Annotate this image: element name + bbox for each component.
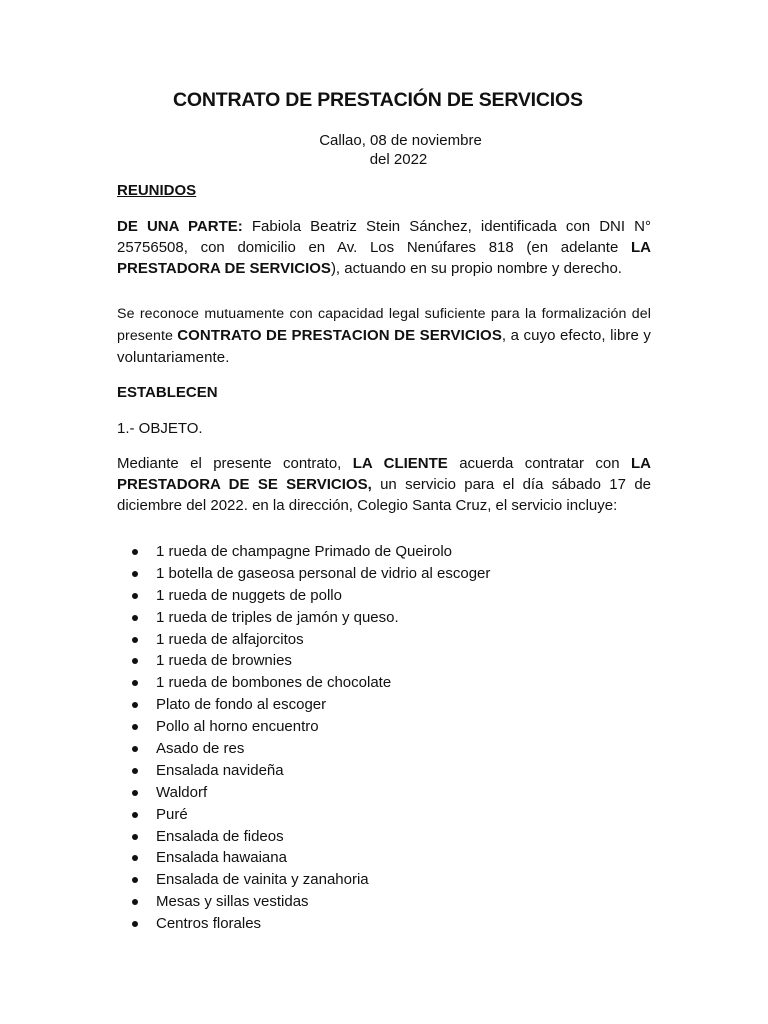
list-item: Ensalada de vainita y zanahoria <box>117 869 490 891</box>
list-item: Plato de fondo al escoger <box>117 694 490 716</box>
list-item: 1 rueda de bombones de chocolate <box>117 672 490 694</box>
list-item: 1 rueda de champagne Primado de Queirolo <box>117 541 490 563</box>
mediante-text1: Mediante el presente contrato, <box>117 455 353 472</box>
place-date-line1: Callao, 08 de noviembre <box>319 132 482 149</box>
place-date <box>117 131 651 169</box>
list-item: Asado de res <box>117 738 490 760</box>
reconoce-bold1: CONTRATO DE PRESTACION DE SERVICIOS <box>177 327 502 344</box>
paragraph-mediante <box>117 453 651 516</box>
parte-text1: Fabiola Beatriz Stein Sánchez, identificada con DNI N° 25756508, con domicilio en Av. Los Nenúfares 818 (en adelante <box>117 218 651 256</box>
reconoce-text1: Se reconoce mutuamente con capacidad legal suficiente para la formalización del presente <box>117 306 651 344</box>
paragraph-parte <box>117 216 651 279</box>
list-item: Puré <box>117 804 490 826</box>
parte-bold1: LA PRESTADORA DE SERVICIOS <box>117 239 651 277</box>
heading-reunidos: REUNIDOS <box>117 182 197 199</box>
mediante-text3: un servicio para el día sábado 17 de diciembre del 2022. en la dirección, Colegio Santa Cruz, el servicio incluye: <box>117 476 651 514</box>
list-item: Pollo al horno encuentro <box>117 716 490 738</box>
list-item: Ensalada hawaiana <box>117 847 490 869</box>
list-item: 1 rueda de triples de jamón y queso. <box>117 607 490 629</box>
parte-text2: ), actuando en su propio nombre y derecho. <box>330 260 622 277</box>
service-items-list <box>117 541 490 935</box>
reconoce-text2: , a cuyo efecto, libre y voluntariamente. <box>117 327 651 366</box>
list-item: Ensalada navideña <box>117 760 490 782</box>
list-item: Ensalada de fideos <box>117 826 490 848</box>
mediante-bold2: LA PRESTADORA DE SE SERVICIOS, <box>117 455 651 493</box>
list-item: 1 rueda de brownies <box>117 650 490 672</box>
document-title: CONTRATO DE PRESTACIÓN DE SERVICIOS <box>173 89 583 111</box>
list-item: Waldorf <box>117 782 490 804</box>
paragraph-reconoce <box>117 304 651 369</box>
place-date-line2: del 2022 <box>369 151 428 168</box>
parte-label: DE UNA PARTE: <box>117 218 243 235</box>
list-item: Mesas y sillas vestidas <box>117 891 490 913</box>
list-item: 1 rueda de alfajorcitos <box>117 629 490 651</box>
list-item: 1 botella de gaseosa personal de vidrio al escoger <box>117 563 490 585</box>
section-objeto: 1.- OBJETO. <box>117 420 203 437</box>
mediante-text2: acuerda contratar con <box>447 455 631 472</box>
mediante-bold1: LA CLIENTE <box>352 455 448 472</box>
list-item: Centros florales <box>117 913 490 935</box>
list-item: 1 rueda de nuggets de pollo <box>117 585 490 607</box>
heading-establecen: ESTABLECEN <box>117 384 218 401</box>
